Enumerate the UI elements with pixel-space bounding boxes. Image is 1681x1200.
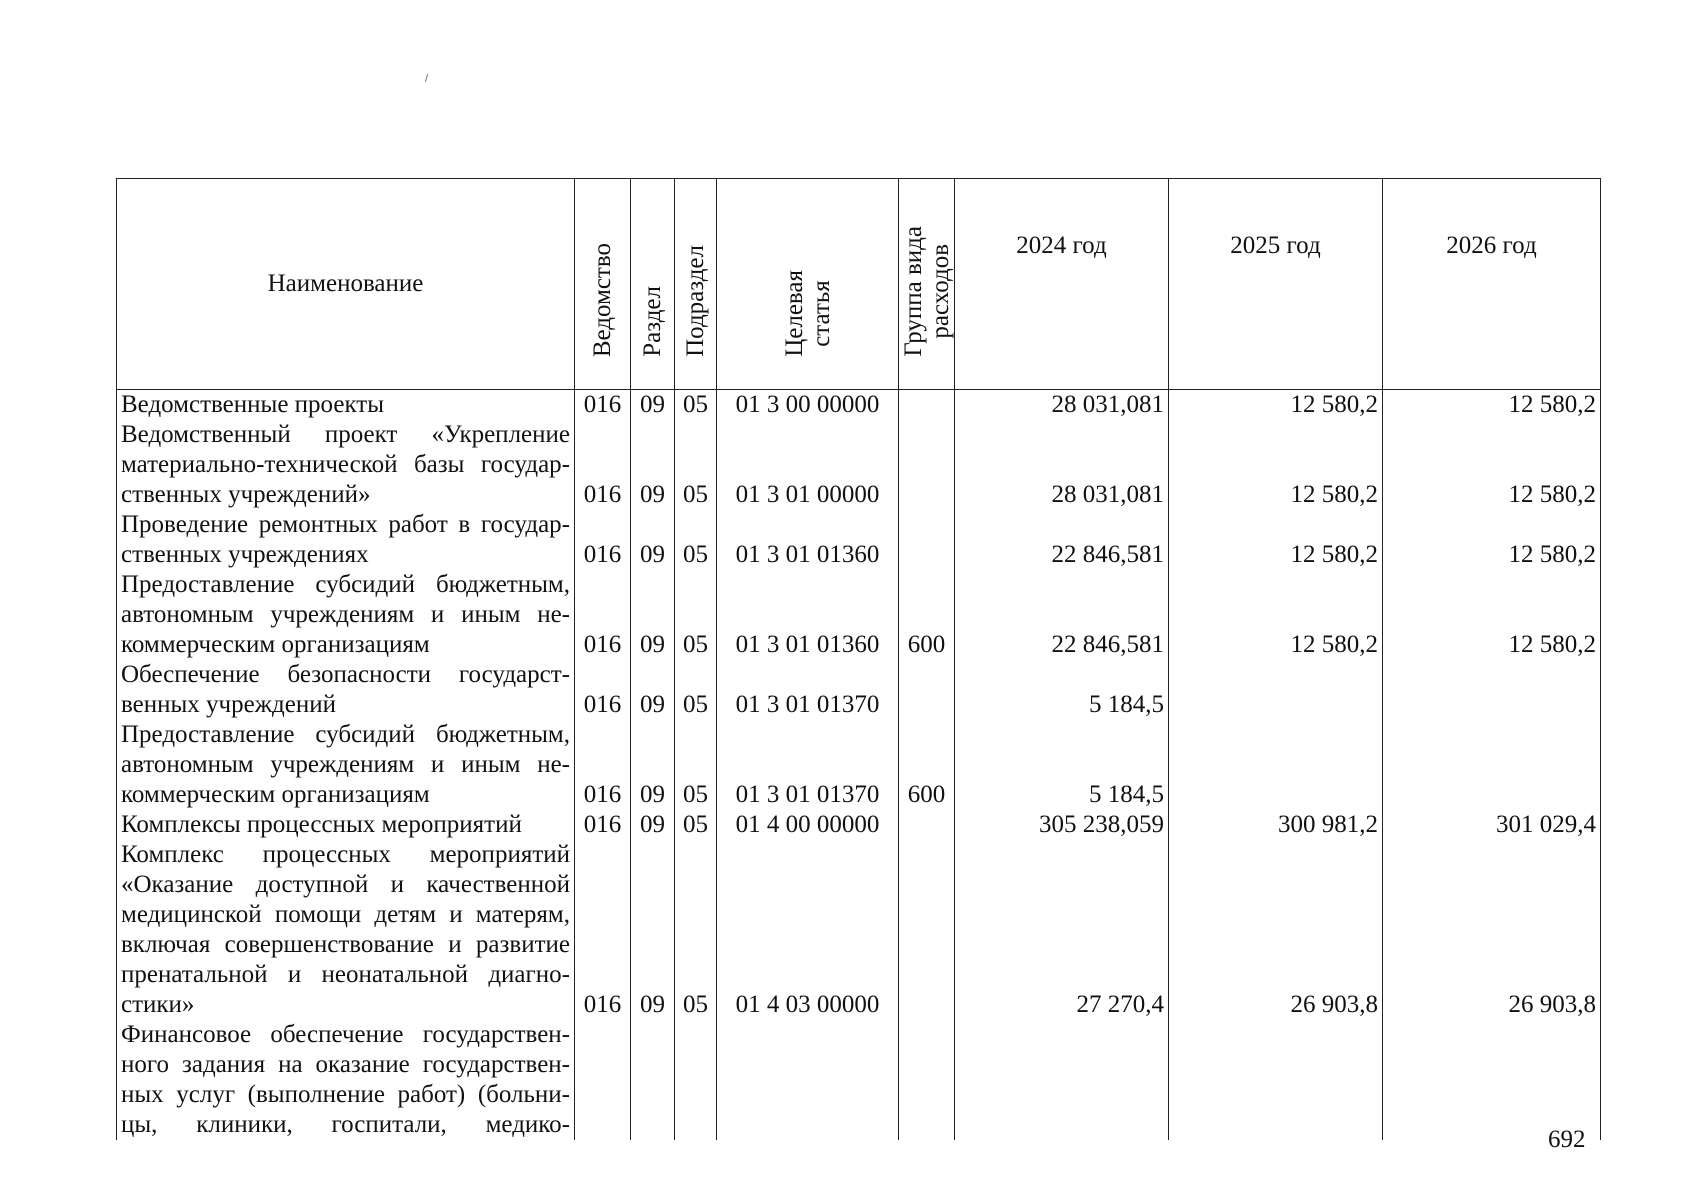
cell-section: 09 [631,570,675,660]
cell-section: 09 [631,840,675,1020]
name-line: ного задания на оказание государствен- [121,1051,570,1078]
name-line: коммерческим организациям [121,781,430,808]
cell-expense-group [899,390,955,421]
name-line: медицинской помощи детям и матерям, [121,901,570,928]
cell-department: 016 [575,510,631,570]
cell-2025 [1169,720,1383,810]
cell-2026 [1383,720,1601,810]
table-row [117,570,1601,660]
cell-expense-group [899,510,955,570]
cell-2024: 305 238,059 [955,810,1169,840]
cell-expense-group [899,840,955,1020]
cell-target: 01 3 01 01370 [717,660,899,720]
name-line: венных учреждений [121,691,336,718]
scan-mark [425,74,428,82]
cell-target: 01 3 01 01360 [717,570,899,660]
cell-subsection: 05 [675,420,717,510]
cell-2024: 28 031,081 [955,420,1169,510]
cell-expense-group [899,420,955,510]
cell-section: 09 [631,510,675,570]
cell-2025: 12 580,2 [1169,420,1383,510]
cell-2025: 26 903,8 [1169,840,1383,1020]
cell-2025: 12 580,2 [1169,510,1383,570]
cell-target: 01 3 01 00000 [717,420,899,510]
cell-section: 09 [631,720,675,810]
cell-name [117,660,575,720]
table-row [117,510,1601,570]
cell-section: 09 [631,390,675,421]
name-line: включая совершенствование и развитие [121,931,570,958]
name-line: пренатальной и неонатальной диагно- [121,961,570,988]
cell-name [117,570,575,660]
cell-target: 01 3 00 00000 [717,390,899,421]
cell-department: 016 [575,720,631,810]
cell-2025 [1169,1020,1383,1140]
name-line: автономным учреждениям и иным не- [121,751,570,778]
cell-subsection [675,1020,717,1140]
header-name: Наименование [117,179,575,390]
name-line: стики» [121,991,195,1018]
cell-expense-group [899,810,955,840]
cell-target: 01 3 01 01370 [717,720,899,810]
cell-subsection: 05 [675,510,717,570]
cell-department: 016 [575,420,631,510]
cell-name [117,420,575,510]
page-number: 692 [1548,1126,1586,1153]
name-line: ственных учреждений» [121,481,371,508]
name-line: коммерческим организациям [121,631,430,658]
cell-expense-group [899,1020,955,1140]
cell-2025: 300 981,2 [1169,810,1383,840]
cell-department: 016 [575,390,631,421]
cell-department: 016 [575,810,631,840]
header-2026: 2026 год [1383,179,1601,390]
header-target: Целевая статья [717,179,899,390]
cell-2024: 22 846,581 [955,570,1169,660]
cell-name [117,720,575,810]
name-line: цы, клиники, госпитали, медико- [121,1111,570,1138]
cell-department: 016 [575,840,631,1020]
table-row [117,1020,1601,1140]
table-row [117,420,1601,510]
cell-department [575,1020,631,1140]
cell-2024 [955,1020,1169,1140]
cell-subsection: 05 [675,810,717,840]
header-section: Раздел [631,179,675,390]
cell-subsection: 05 [675,720,717,810]
name-line: Ведомственные проекты [121,391,385,418]
cell-name [117,390,575,421]
budget-table [116,178,1601,1140]
table-row [117,720,1601,810]
cell-2025 [1169,660,1383,720]
cell-2026 [1383,660,1601,720]
header-2024: 2024 год [955,179,1169,390]
header-subsection: Подраздел [675,179,717,390]
cell-section [631,1020,675,1140]
name-line: ных услуг (выполнение работ) (больни- [121,1081,570,1108]
table-row [117,660,1601,720]
table-body [117,390,1601,1141]
cell-expense-group: 600 [899,570,955,660]
header-2025: 2025 год [1169,179,1383,390]
cell-2026: 12 580,2 [1383,390,1601,421]
cell-2026: 301 029,4 [1383,810,1601,840]
table-row [117,840,1601,1020]
name-line: Комплексы процессных мероприятий [121,811,522,838]
cell-2024: 28 031,081 [955,390,1169,421]
cell-name [117,510,575,570]
cell-section: 09 [631,420,675,510]
name-line: ственных учреждениях [121,541,369,568]
cell-department: 016 [575,660,631,720]
cell-subsection: 05 [675,570,717,660]
cell-2025: 12 580,2 [1169,390,1383,421]
cell-2026: 12 580,2 [1383,510,1601,570]
table-row [117,810,1601,840]
name-line: Ведомственный проект «Укрепление [121,421,570,448]
cell-2026: 12 580,2 [1383,420,1601,510]
cell-name [117,840,575,1020]
cell-target [717,1020,899,1140]
cell-subsection: 05 [675,660,717,720]
cell-2024: 27 270,4 [955,840,1169,1020]
cell-target: 01 3 01 01360 [717,510,899,570]
name-line: Комплекс процессных мероприятий [121,841,570,868]
cell-2024: 5 184,5 [955,720,1169,810]
cell-section: 09 [631,810,675,840]
cell-2024: 22 846,581 [955,510,1169,570]
name-line: Финансовое обеспечение государствен- [121,1021,570,1048]
cell-target: 01 4 00 00000 [717,810,899,840]
cell-expense-group: 600 [899,720,955,810]
cell-2025: 12 580,2 [1169,570,1383,660]
cell-target: 01 4 03 00000 [717,840,899,1020]
name-line: Проведение ремонтных работ в государ- [121,511,570,538]
cell-section: 09 [631,660,675,720]
cell-expense-group [899,660,955,720]
header-expense-group: Группа вида расходов [899,179,955,390]
header-department: Ведомство [575,179,631,390]
table-row [117,390,1601,421]
table-header-row [117,179,1601,390]
name-line: Предоставление субсидий бюджетным, [121,721,570,748]
cell-name [117,1020,575,1140]
cell-2024: 5 184,5 [955,660,1169,720]
cell-subsection: 05 [675,840,717,1020]
cell-subsection: 05 [675,390,717,421]
cell-2026: 12 580,2 [1383,570,1601,660]
name-line: «Оказание доступной и качественной [121,871,570,898]
cell-name [117,810,575,840]
name-line: Предоставление субсидий бюджетным, [121,571,570,598]
cell-2026: 26 903,8 [1383,840,1601,1020]
name-line: автономным учреждениям и иным не- [121,601,570,628]
name-line: материально-технической базы государ- [121,451,570,478]
cell-2026 [1383,1020,1601,1140]
name-line: Обеспечение безопасности государст- [121,661,570,688]
cell-department: 016 [575,570,631,660]
